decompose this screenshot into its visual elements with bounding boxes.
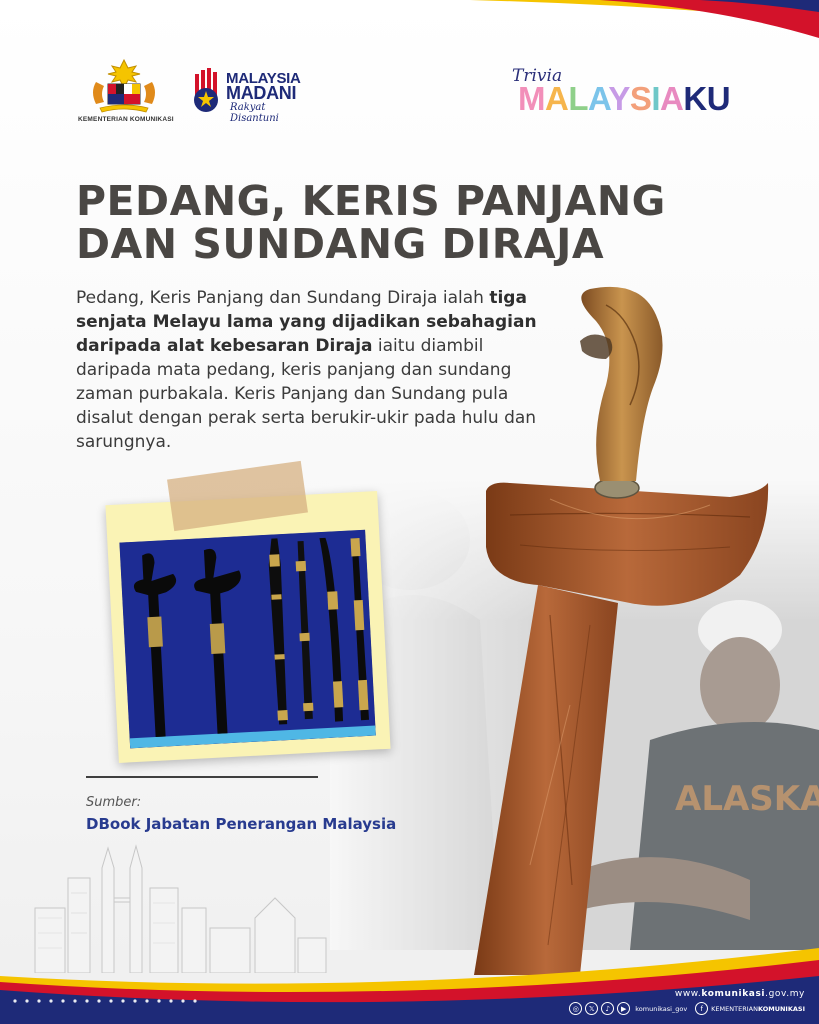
site-bold: komunikasi: [701, 989, 766, 999]
trivia-letter: A: [660, 80, 684, 117]
body-bold: tiga senjata Melayu lama yang dijadikan sebahagian daripada alat kebesaran Diraja: [76, 288, 537, 356]
trivia-wordmark: [518, 80, 730, 118]
trivia-letter: I: [651, 80, 661, 117]
malaysia-madani-logo: [192, 66, 312, 124]
ministry-bold: KOMUNIKASI: [757, 1004, 805, 1013]
trivia-letter: A: [588, 80, 609, 117]
source-value: DBook Jabatan Penerangan Malaysia: [86, 815, 397, 833]
trivia-letter: S: [629, 80, 652, 117]
keris-panjang-image: [430, 285, 790, 975]
trivia-letter: Y: [608, 80, 630, 117]
social-row: [569, 1002, 805, 1015]
site-prefix: www.: [674, 989, 702, 999]
madani-line1: MALAYSIA: [226, 70, 301, 87]
trivia-suffix: KU: [683, 80, 731, 117]
social-handle[interactable]: komunikasi_gov: [635, 1004, 688, 1013]
source-label: Sumber:: [86, 795, 142, 810]
top-ribbon: [0, 0, 819, 60]
page-title: [76, 177, 736, 268]
facebook-icon[interactable]: f: [695, 1002, 708, 1015]
title-line1: PEDANG, KERIS PANJANG: [76, 177, 666, 225]
x-icon[interactable]: 𝕏: [585, 1002, 598, 1015]
body-part1: Pedang, Keris Panjang dan Sundang Diraja ialah: [76, 288, 490, 308]
footer-ministry[interactable]: [711, 1005, 805, 1013]
madani-emblem-icon: [192, 66, 224, 114]
regalia-polaroid: [105, 491, 390, 763]
ministry-caption: KEMENTERIAN KOMUNIKASI: [78, 116, 174, 123]
ministry-regular: KEMENTERIAN: [711, 1004, 758, 1013]
trivia-malaysiaku-logo: [510, 66, 750, 121]
trivia-script: Trivia: [512, 66, 563, 86]
instagram-icon[interactable]: ◎: [569, 1002, 582, 1015]
body-part2: iaitu diambil daripada mata pedang, keris panjang dan sundang zaman purbakala. Keris Panjang dan Sundang pula disalut dengan perak serta berukir-ukir pada hulu dan sarungnya.: [76, 336, 537, 452]
trivia-letter: L: [568, 80, 589, 117]
madani-line2: MADANI: [226, 83, 297, 103]
site-suffix: .gov.my: [765, 989, 805, 999]
website-link[interactable]: [675, 989, 805, 999]
regalia-weapons-image: [119, 530, 375, 749]
ministry-logo: [78, 58, 174, 123]
crest-icon: [84, 58, 164, 114]
source-divider: [86, 776, 318, 778]
trivia-letter: A: [545, 80, 569, 117]
madani-tagline: Rakyat Disantuni: [230, 102, 279, 124]
trivia-word: [518, 80, 683, 117]
title-line2: DAN SUNDANG DIRAJA: [76, 220, 605, 268]
youtube-icon[interactable]: ▶: [617, 1002, 630, 1015]
decorative-dots: [10, 996, 260, 1006]
trivia-letter: M: [518, 80, 545, 117]
regalia-photo: [119, 530, 375, 749]
tiktok-icon[interactable]: ♪: [601, 1002, 614, 1015]
